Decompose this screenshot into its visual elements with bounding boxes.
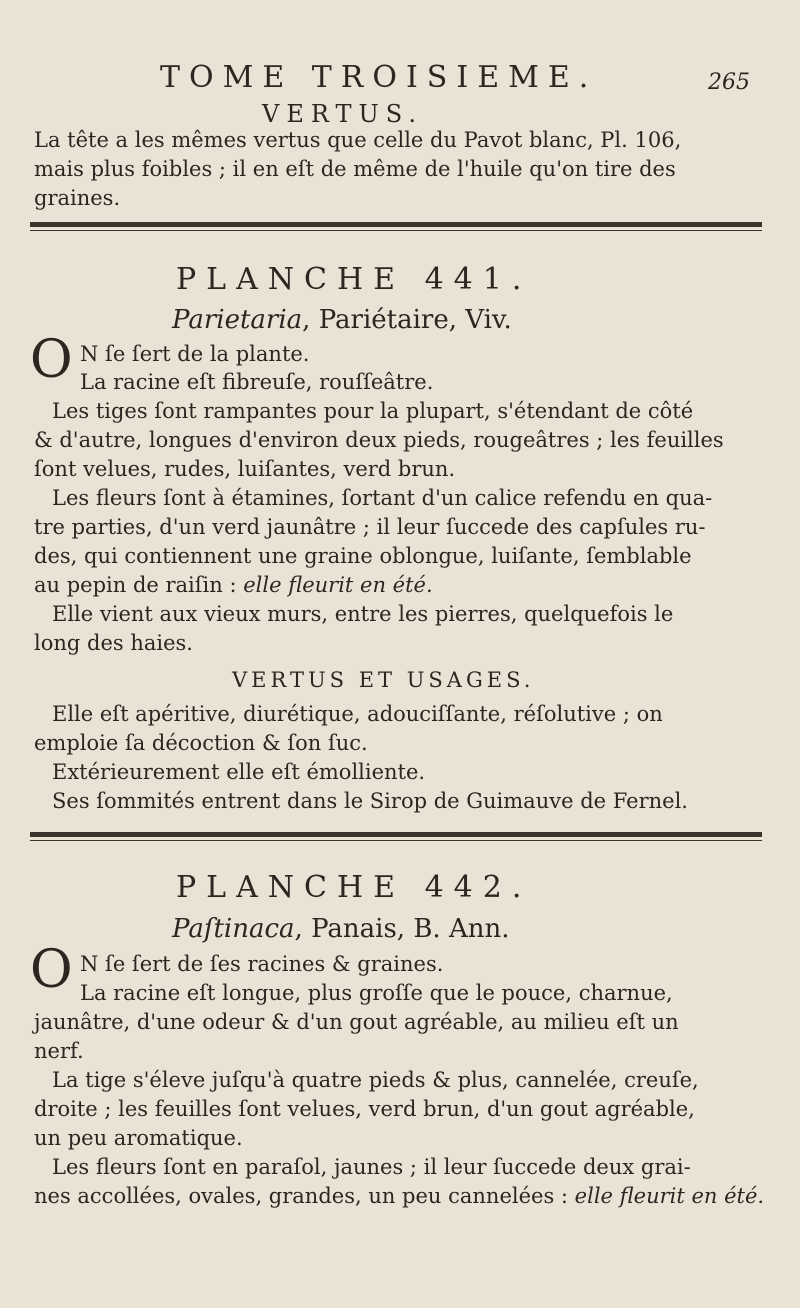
- divider-rule: [30, 832, 762, 841]
- body-line: ſont velues, rudes, luiſantes, verd brun.: [34, 457, 456, 481]
- latin-name: Parietaria: [172, 305, 303, 335]
- body-line: N ſe ſert de la plante.: [80, 342, 310, 366]
- body-line: un peu aromatique.: [34, 1126, 243, 1150]
- body-line: des, qui contiennent une graine oblongue, luiſante, ſemblable: [34, 544, 692, 568]
- body-line: Elle vient aux vieux murs, entre les pierres, quelquefois le: [52, 602, 674, 626]
- body-line: Les fleurs ſont à étamines, ſortant d'un calice refendu en qua-: [52, 486, 713, 510]
- body-line: droite ; les feuilles ſont velues, verd brun, d'un gout agréable,: [34, 1097, 695, 1121]
- uses-line: Elle eſt apéritive, diurétique, adouciſſante, réſolutive ; on: [52, 702, 663, 726]
- latin-name: Paſtinaca: [172, 914, 295, 944]
- body-line: La racine eſt longue, plus groſſe que le pouce, charnue,: [80, 981, 673, 1005]
- uses-line: Ses ſommités entrent dans le Sirop de Guimauve de Fernel.: [52, 789, 688, 813]
- body-text: au pepin de raiſin :: [34, 573, 237, 597]
- subtitle-separator: ,: [302, 305, 319, 335]
- plate-subtitle: [172, 914, 510, 944]
- body-line: [34, 573, 433, 597]
- body-line: & d'autre, longues d'environ deux pieds, rougeâtres ; les feuilles: [34, 428, 724, 452]
- flowering-note: elle fleurit en été.: [243, 573, 433, 597]
- body-text: nes accollées, ovales, grandes, un peu cannelées :: [34, 1184, 568, 1208]
- divider-rule: [30, 222, 762, 231]
- plate-title: PLANCHE 442.: [176, 870, 532, 905]
- body-line: nerf.: [34, 1039, 84, 1063]
- intro-line: graines.: [34, 186, 121, 210]
- body-line: [34, 1184, 764, 1208]
- plate-title: PLANCHE 441.: [176, 262, 532, 297]
- intro-line: mais plus foibles ; il en eſt de même de l'huile qu'on tire des: [34, 157, 676, 181]
- body-line: N ſe ſert de ſes racines & graines.: [80, 952, 444, 976]
- body-line: tre parties, d'un verd jaunâtre ; il leur ſuccede des capſules ru-: [34, 515, 706, 539]
- body-line: Les tiges ſont rampantes pour la plupart, s'étendant de côté: [52, 399, 694, 423]
- uses-line: emploie ſa décoction & ſon ſuc.: [34, 731, 368, 755]
- section-title: VERTUS.: [262, 100, 423, 128]
- body-line: jaunâtre, d'une odeur & d'un gout agréable, au milieu eſt un: [34, 1010, 679, 1034]
- section-heading: VERTUS ET USAGES.: [232, 668, 535, 692]
- plate-subtitle: [172, 305, 512, 335]
- intro-line: La tête a les mêmes vertus que celle du Pavot blanc, Pl. 106,: [34, 128, 682, 152]
- body-line: La tige s'éleve juſqu'à quatre pieds & plus, cannelée, creuſe,: [52, 1068, 699, 1092]
- subtitle-separator: ,: [294, 914, 312, 944]
- body-line: La racine eſt fibreuſe, rouſſeâtre.: [80, 370, 434, 394]
- common-name: Panais, B. Ann.: [311, 914, 510, 944]
- drop-cap: O: [30, 330, 73, 390]
- body-line: long des haies.: [34, 631, 193, 655]
- common-name: Pariétaire, Viv.: [318, 305, 512, 335]
- flowering-note: elle fleurit en été.: [574, 1184, 765, 1208]
- uses-line: Extérieurement elle eſt émolliente.: [52, 760, 426, 784]
- page-number: 265: [708, 70, 750, 95]
- body-line: Les fleurs ſont en paraſol, jaunes ; il leur ſuccede deux grai-: [52, 1155, 691, 1179]
- drop-cap: O: [30, 940, 73, 1000]
- running-head: TOME TROISIEME.: [160, 60, 598, 95]
